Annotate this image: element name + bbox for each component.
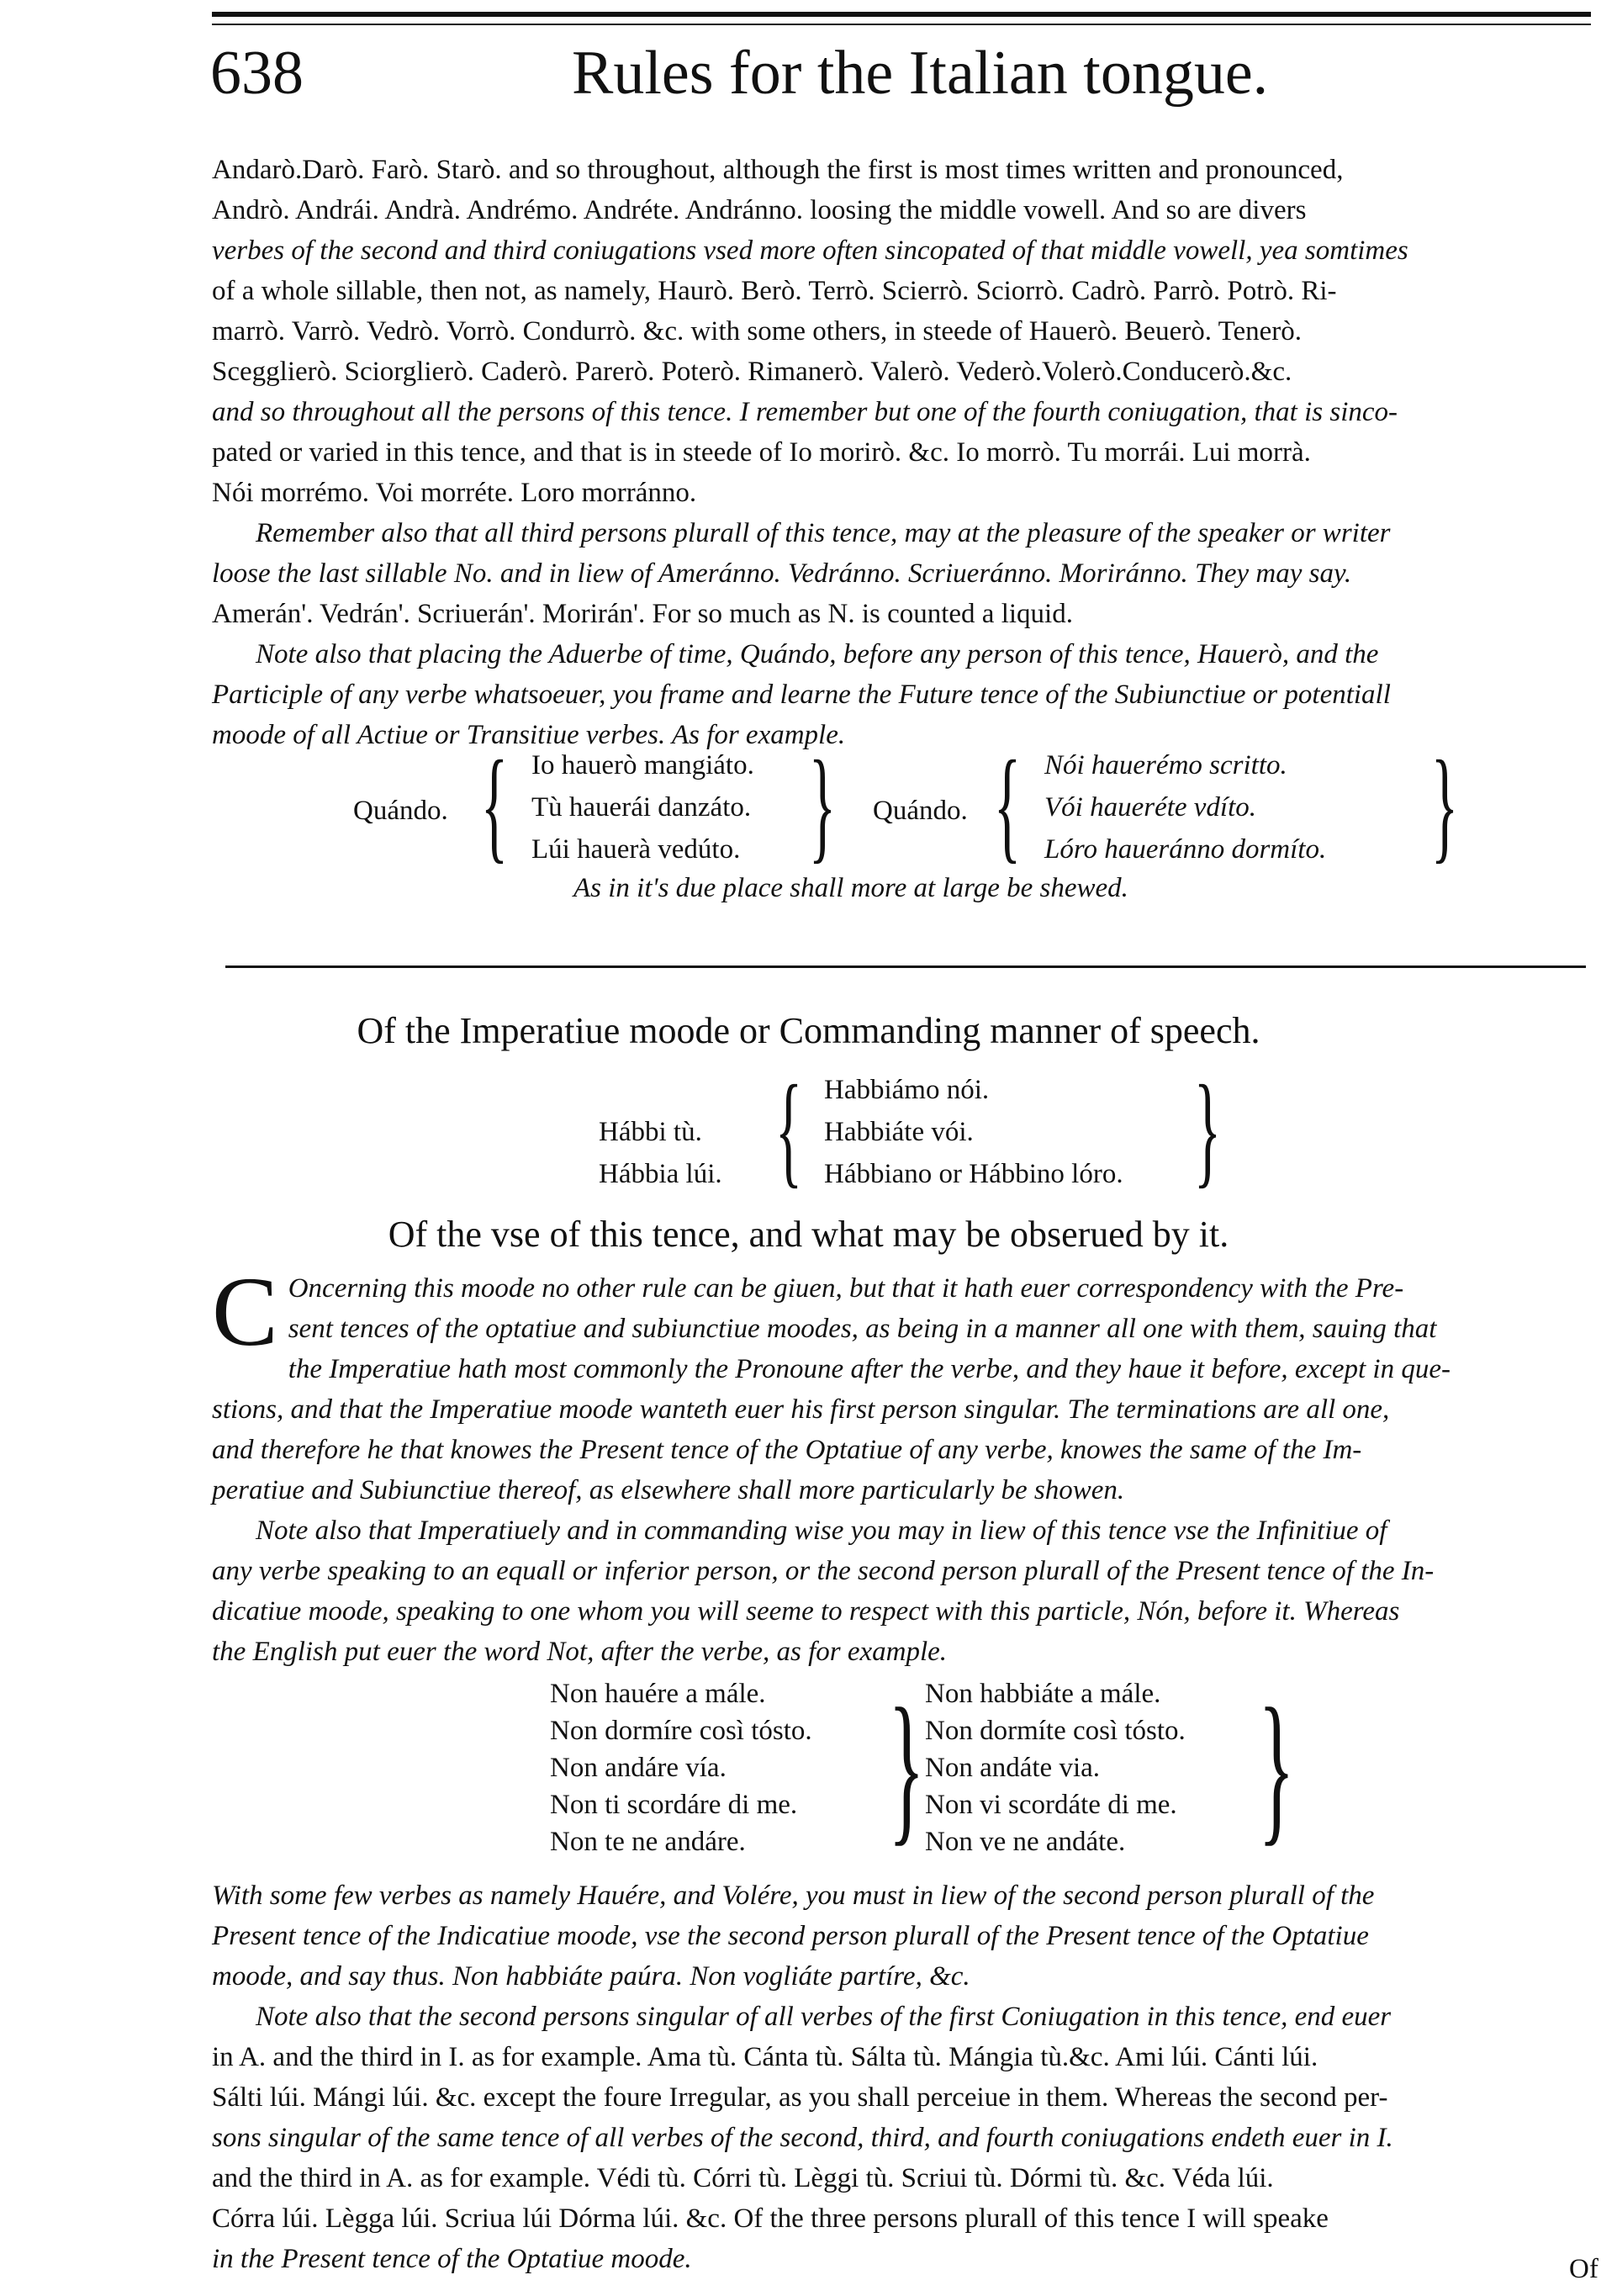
quando-label: Quándo. <box>873 796 968 826</box>
example-line: Nói hauerémo scritto. <box>1044 750 1287 780</box>
text-line: sons singular of the same tence of all verbes of the second, third, and fourth coniugations endeth euer in I. <box>212 2123 1393 2153</box>
paragraph-closing <box>212 1875 1591 2279</box>
example-line: Non ti scordáre di me. <box>550 1790 798 1820</box>
example-line: Non te ne andáre. <box>550 1827 746 1857</box>
example-line: Non habbiáte a mále. <box>925 1679 1161 1709</box>
text-line: Córra lúi. Lègga lúi. Scriua lúi Dórma lúi. &c. Of the three persons plurall of this tence I will speake <box>212 2203 1329 2234</box>
text-line: peratiue and Subiunctiue thereof, as elsewhere shall more particularly be showen. <box>212 1475 1125 1505</box>
text-line: and the third in A. as for example. Védi tù. Córri tù. Lèggi tù. Scriui tù. Dórmi tù. &c. Véda lúi. <box>212 2163 1274 2193</box>
text-line: the Imperatiue hath most commonly the Pronoune after the verbe, and they haue it before, except in que- <box>288 1354 1451 1384</box>
text-line: marrò. Varrò. Vedrò. Vorrò. Condurrò. &c. with some others, in steede of Hauerò. Beuerò. Tenerò. <box>212 316 1303 347</box>
example-note: As in it's due place shall more at large be shewed. <box>573 873 1128 903</box>
conj-line: Habbiáte vói. <box>824 1117 974 1147</box>
conj-line: Hábbia lúi. <box>599 1159 722 1189</box>
conj-line: Hábbiano or Hábbino lóro. <box>824 1159 1123 1189</box>
text-line: pated or varied in this tence, and that is in steede of Io morirò. &c. Io morrò. Tu morrái. Lui morrà. <box>212 437 1311 468</box>
example-line: Non ve ne andáte. <box>925 1827 1126 1857</box>
example-line: Io hauerò mangiáto. <box>531 750 754 780</box>
text-line: Andarò.Darò. Farò. Starò. and so throughout, although the first is most times written and pronounced, <box>212 155 1344 185</box>
text-line: and therefore he that knowes the Present tence of the Optatiue of any verbe, knowes the same of the Im- <box>212 1435 1362 1465</box>
text-line: sent tences of the optatiue and subiunctiue moodes, as being in a manner all one with them, sauing that <box>288 1314 1437 1344</box>
right-brace: } <box>1193 1060 1222 1199</box>
imperative-conjugation <box>538 1060 1295 1201</box>
example-line: Lóro haueránno dormíto. <box>1044 834 1327 865</box>
example-line: Non andáre vía. <box>550 1753 727 1783</box>
text-line: Sálti lúi. Mángi lúi. &c. except the foure Irregular, as you shall perceiue in them. Whereas the second per- <box>212 2082 1388 2113</box>
page-number: 638 <box>210 39 304 108</box>
text-line: Note also that Imperatiuely and in commanding wise you may in liew of this tence vse the Infinitiue of <box>256 1516 1387 1546</box>
section-heading-imperative: Of the Imperatiue moode or Commanding manner of speech. <box>357 1010 1260 1051</box>
running-title: Rules for the Italian tongue. <box>572 39 1269 108</box>
right-brace: } <box>1430 735 1459 875</box>
text-line: the English put euer the word Not, after the verbe, as for example. <box>212 1637 948 1667</box>
left-brace: { <box>993 735 1022 875</box>
section-divider <box>225 965 1586 968</box>
text-line: With some few verbes as namely Hauére, and Volére, you must in liew of the second person plurall of the <box>212 1881 1375 1911</box>
conj-line: Habbiámo nói. <box>824 1075 990 1105</box>
text-line: Oncerning this moode no other rule can be giuen, but that it hath euer correspondency with the Pre- <box>288 1273 1404 1304</box>
example-line: Tù hauerái danzáto. <box>531 792 752 823</box>
right-brace: } <box>1258 1674 1295 1860</box>
catchword: Of <box>1569 2254 1599 2284</box>
text-line: stions, and that the Imperatiue moode wanteth euer his first person singular. The terminations are all one, <box>212 1394 1390 1425</box>
left-brace: { <box>480 735 509 875</box>
text-line: Scegglierò. Sciorglierò. Caderò. Parerò. Poterò. Rimanerò. Valerò. Vederò.Volerò.Conducerò.&c. <box>212 357 1292 387</box>
right-brace: } <box>808 735 837 875</box>
example-line: Non dormíre così tósto. <box>550 1716 812 1746</box>
paragraph-imperative-use <box>212 1256 1591 1672</box>
text-line: moode of all Actiue or Transitiue verbes. As for example. <box>212 720 846 750</box>
example-line: Non andáte via. <box>925 1753 1101 1783</box>
header-rule-thin <box>212 24 1591 25</box>
text-line: in A. and the third in I. as for example. Ama tù. Cánta tù. Sálta tù. Mángia tù.&c. Ami lúi. Cánti lúi. <box>212 2042 1318 2072</box>
right-brace: } <box>888 1674 925 1860</box>
left-brace: { <box>774 1060 803 1199</box>
example-line: Lúi hauerà vedúto. <box>531 834 741 865</box>
text-line: Note also that the second persons singular of all verbes of the first Coniugation in this tence, end euer <box>256 2002 1392 2032</box>
text-line: Andrò. Andrái. Andrà. Andrémo. Andréte. Andránno. loosing the middle vowell. And so are divers <box>212 195 1307 225</box>
paragraph-future-syncope <box>212 150 1591 755</box>
text-line: Amerán'. Vedrán'. Scriuerán'. Morirán'. For so much as N. is counted a liquid. <box>212 599 1073 629</box>
section-heading-use: Of the vse of this tence, and what may be obserued by it. <box>388 1214 1229 1255</box>
example-line: Non dormíte così tósto. <box>925 1716 1186 1746</box>
text-line: of a whole sillable, then not, as namely, Haurò. Berò. Terrò. Scierrò. Sciorrò. Cadrò. Parrò. Potrò. Ri- <box>212 276 1337 306</box>
text-line: in the Present tence of the Optatiue moode. <box>212 2244 692 2274</box>
drop-capital: C <box>212 1256 278 1367</box>
text-line: dicatiue moode, speaking to one whom you will seeme to respect with this particle, Nón, before it. Whereas <box>212 1596 1400 1627</box>
quando-label: Quándo. <box>353 796 448 826</box>
conj-line: Hábbi tù. <box>599 1117 702 1147</box>
text-line: and so throughout all the persons of this tence. I remember but one of the fourth coniugation, that is sinco- <box>212 397 1398 427</box>
example-line: Non hauére a mále. <box>550 1679 766 1709</box>
text-line: Nói morrémo. Voi morréte. Loro morránno. <box>212 478 697 508</box>
text-line: any verbe speaking to an equall or inferior person, or the second person plurall of the Present tence of the In- <box>212 1556 1435 1586</box>
text-line: verbes of the second and third coniugations vsed more often sincopated of that middle vowell, yea somtimes <box>212 235 1408 266</box>
text-line: Present tence of the Indicatiue moode, vse the second person plurall of the Present tence of the Optatiue <box>212 1921 1369 1951</box>
example-negative-imperative <box>538 1674 1295 1872</box>
example-line: Vói haueréte vdíto. <box>1044 792 1257 823</box>
text-line: loose the last sillable No. and in liew of Ameránno. Vedránno. Scriueránno. Moriránno. They may say. <box>212 558 1352 589</box>
text-line: Remember also that all third persons plurall of this tence, may at the pleasure of the speaker or writer <box>256 518 1391 548</box>
header-rule <box>212 12 1591 17</box>
text-line: Note also that placing the Aduerbe of time, Quándo, before any person of this tence, Hauerò, and the <box>256 639 1379 669</box>
text-line: moode, and say thus. Non habbiáte paúra. Non vogliáte partíre, &c. <box>212 1961 970 1992</box>
text-line: Participle of any verbe whatsoeuer, you frame and learne the Future tence of the Subiunctiue or potentiall <box>212 680 1391 710</box>
example-line: Non vi scordáte di me. <box>925 1790 1177 1820</box>
